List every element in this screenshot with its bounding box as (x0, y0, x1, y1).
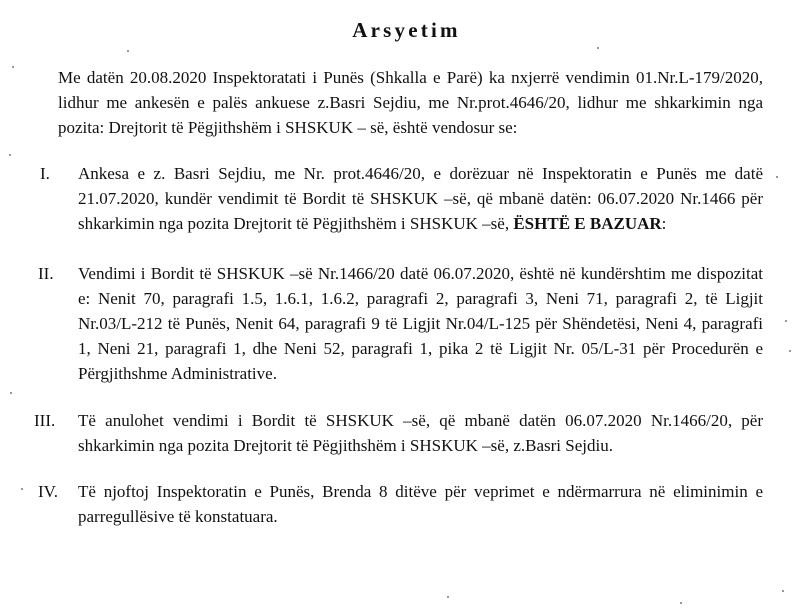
scan-speck (776, 176, 778, 178)
list-item (30, 408, 765, 458)
scan-speck (680, 602, 682, 604)
scan-speck (12, 66, 14, 68)
scan-speck (782, 590, 784, 592)
item-verdict: ËSHTË E BAZUAR (513, 214, 662, 233)
item-number: II. (38, 264, 54, 283)
item-text (78, 161, 763, 236)
scan-speck (597, 47, 599, 49)
item-text: Vendimi i Bordit të SHSKUK –së Nr.1466/20 datë 06.07.2020, është në kundërshtim me dispozitat e: Nenit 70, paragrafi 1.5, 1.6.1, 1.6.2, paragrafi 2, paragrafi 3, Neni 71, paragrafi 2, të Ligjit Nr.03/L-212 të Punës, Nenit 64, paragrafi 9 të Ligjit Nr.04/L-125 për Shëndetësi, Neni 4, paragrafi 1, Neni 21, paragrafi 1, dhe Neni 52, paragrafi 1, pika 2 të Ligjit Nr. 05/L-31 për Procedurën e Përgjithshme Administrative. (78, 264, 763, 383)
scan-speck (9, 154, 11, 156)
item-text-main: Ankesa e z. Basri Sejdiu, me Nr. prot.4646/20, e dorëzuar në Inspektoratin e Punës me datë 21.07.2020, kundër vendimit të Bordit të SHSKUK –së, që mbanë datën: 06.07.2020 Nr.1466 për shkarkimin nga pozita Drejtorit të Pëgjithshëm i SHSKUK –së, (78, 164, 763, 233)
list-item (30, 161, 765, 236)
document-title: Arsyetim (352, 18, 461, 42)
list-item (30, 261, 765, 386)
scan-speck (789, 350, 791, 352)
list-item (30, 479, 765, 529)
item-text: Të anulohet vendimi i Bordit të SHSKUK –së, që mbanë datën 06.07.2020 Nr.1466/20, për shkarkimin nga pozita Drejtorit të Pëgjithshëm i SHSKUK –së, z.Basri Sejdiu. (78, 411, 763, 455)
intro-paragraph: Me datën 20.08.2020 Inspektoratati i Punës (Shkalla e Parë) ka nxjerrë vendimin 01.Nr.L-179/2020, lidhur me ankesën e palës ankuese z.Basri Sejdiu, me Nr.prot.4646/20, lidhur me shkarkimin nga pozita: Drejtorit të Pëgjithshëm i SHSKUK – së, është vendosur se: (58, 68, 763, 137)
scan-speck (21, 488, 23, 490)
item-text-end: : (661, 214, 667, 233)
scan-speck (127, 50, 129, 52)
scan-speck (785, 320, 787, 322)
item-number: IV. (38, 482, 58, 501)
item-number: I. (40, 164, 50, 183)
item-text: Të njoftoj Inspektoratin e Punës, Brenda 8 ditëve për veprimet e ndërmarrura në eliminimin e parregullësive të konstatuara. (78, 482, 763, 526)
item-number: III. (34, 411, 56, 430)
scan-speck (447, 596, 449, 598)
scan-speck (10, 392, 12, 394)
